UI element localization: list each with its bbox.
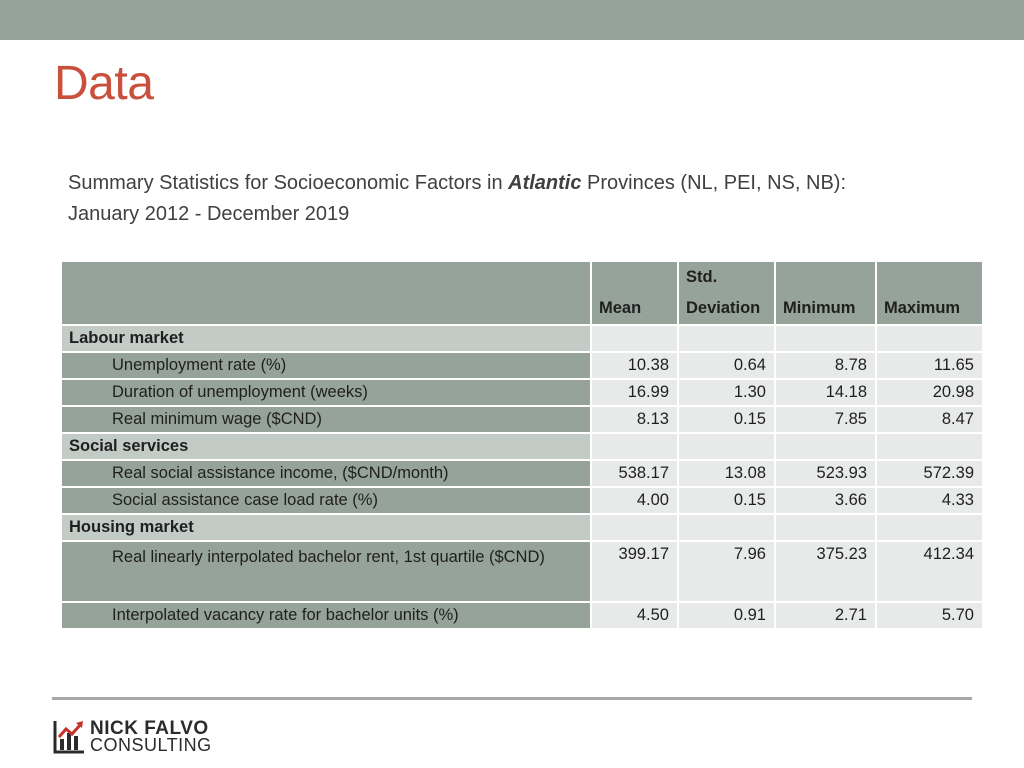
cell-min: 2.71 [775, 602, 876, 629]
cell-max: 11.65 [876, 352, 983, 379]
table-row [61, 487, 983, 514]
category-label: Housing market [61, 514, 591, 541]
row-label: Social assistance case load rate (%) [61, 487, 591, 514]
header-maximum: Maximum [876, 261, 983, 325]
empty-cell [591, 514, 678, 541]
cell-std: 13.08 [678, 460, 775, 487]
top-band [0, 0, 1024, 40]
empty-cell [876, 325, 983, 352]
cell-min: 3.66 [775, 487, 876, 514]
cell-std: 1.30 [678, 379, 775, 406]
cell-mean: 10.38 [591, 352, 678, 379]
cell-max: 5.70 [876, 602, 983, 629]
logo-name: NICK FALVO [90, 718, 209, 739]
category-row-labour-market [61, 325, 983, 352]
subtitle-date-range: January 2012 - December 2019 [68, 203, 350, 225]
company-logo [52, 718, 222, 756]
cell-mean: 399.17 [591, 541, 678, 602]
empty-cell [678, 433, 775, 460]
cell-min: 8.78 [775, 352, 876, 379]
cell-mean: 538.17 [591, 460, 678, 487]
chart-arrow-icon [52, 719, 86, 755]
header-std-line2: Deviation [686, 299, 761, 317]
header-std-deviation [678, 261, 775, 325]
subtitle-text-end: Provinces (NL, PEI, NS, NB): [581, 172, 846, 194]
row-label: Unemployment rate (%) [61, 352, 591, 379]
category-row-housing-market [61, 514, 983, 541]
category-label: Social services [61, 433, 591, 460]
cell-min: 523.93 [775, 460, 876, 487]
logo-subtitle: CONSULTING [90, 735, 212, 755]
empty-cell [591, 325, 678, 352]
subtitle-emphasis: Atlantic [508, 172, 582, 194]
cell-mean: 4.00 [591, 487, 678, 514]
row-label: Duration of unemployment (weeks) [61, 379, 591, 406]
empty-cell [678, 325, 775, 352]
empty-cell [775, 433, 876, 460]
cell-min: 7.85 [775, 406, 876, 433]
table-header-row [61, 261, 983, 325]
slide-subtitle [68, 168, 968, 230]
cell-std: 0.15 [678, 406, 775, 433]
cell-max: 572.39 [876, 460, 983, 487]
row-label: Interpolated vacancy rate for bachelor units (%) [61, 602, 591, 629]
table-row [61, 379, 983, 406]
footer-divider [52, 697, 972, 700]
header-mean: Mean [591, 261, 678, 325]
cell-std: 0.15 [678, 487, 775, 514]
cell-max: 4.33 [876, 487, 983, 514]
empty-cell [678, 514, 775, 541]
cell-max: 20.98 [876, 379, 983, 406]
header-label-cell [61, 261, 591, 325]
row-label: Real social assistance income, ($CND/month) [61, 460, 591, 487]
cell-min: 375.23 [775, 541, 876, 602]
table-row [61, 541, 983, 602]
header-minimum: Minimum [775, 261, 876, 325]
subtitle-text-start: Summary Statistics for Socioeconomic Factors in [68, 172, 509, 194]
cell-std: 0.91 [678, 602, 775, 629]
empty-cell [775, 514, 876, 541]
empty-cell [775, 325, 876, 352]
row-label: Real minimum wage ($CND) [61, 406, 591, 433]
category-row-social-services [61, 433, 983, 460]
table-row [61, 406, 983, 433]
summary-statistics-table [60, 260, 984, 630]
cell-max: 412.34 [876, 541, 983, 602]
table-row [61, 460, 983, 487]
empty-cell [876, 514, 983, 541]
cell-max: 8.47 [876, 406, 983, 433]
table-row [61, 602, 983, 629]
category-label: Labour market [61, 325, 591, 352]
cell-mean: 8.13 [591, 406, 678, 433]
table-row [61, 352, 983, 379]
empty-cell [876, 433, 983, 460]
cell-min: 14.18 [775, 379, 876, 406]
cell-mean: 16.99 [591, 379, 678, 406]
cell-mean: 4.50 [591, 602, 678, 629]
row-label: Real linearly interpolated bachelor rent, 1st quartile ($CND) [61, 541, 591, 602]
cell-std: 7.96 [678, 541, 775, 602]
empty-cell [591, 433, 678, 460]
header-std-line1: Std. [686, 268, 718, 286]
cell-std: 0.64 [678, 352, 775, 379]
slide-title: Data [54, 57, 154, 110]
